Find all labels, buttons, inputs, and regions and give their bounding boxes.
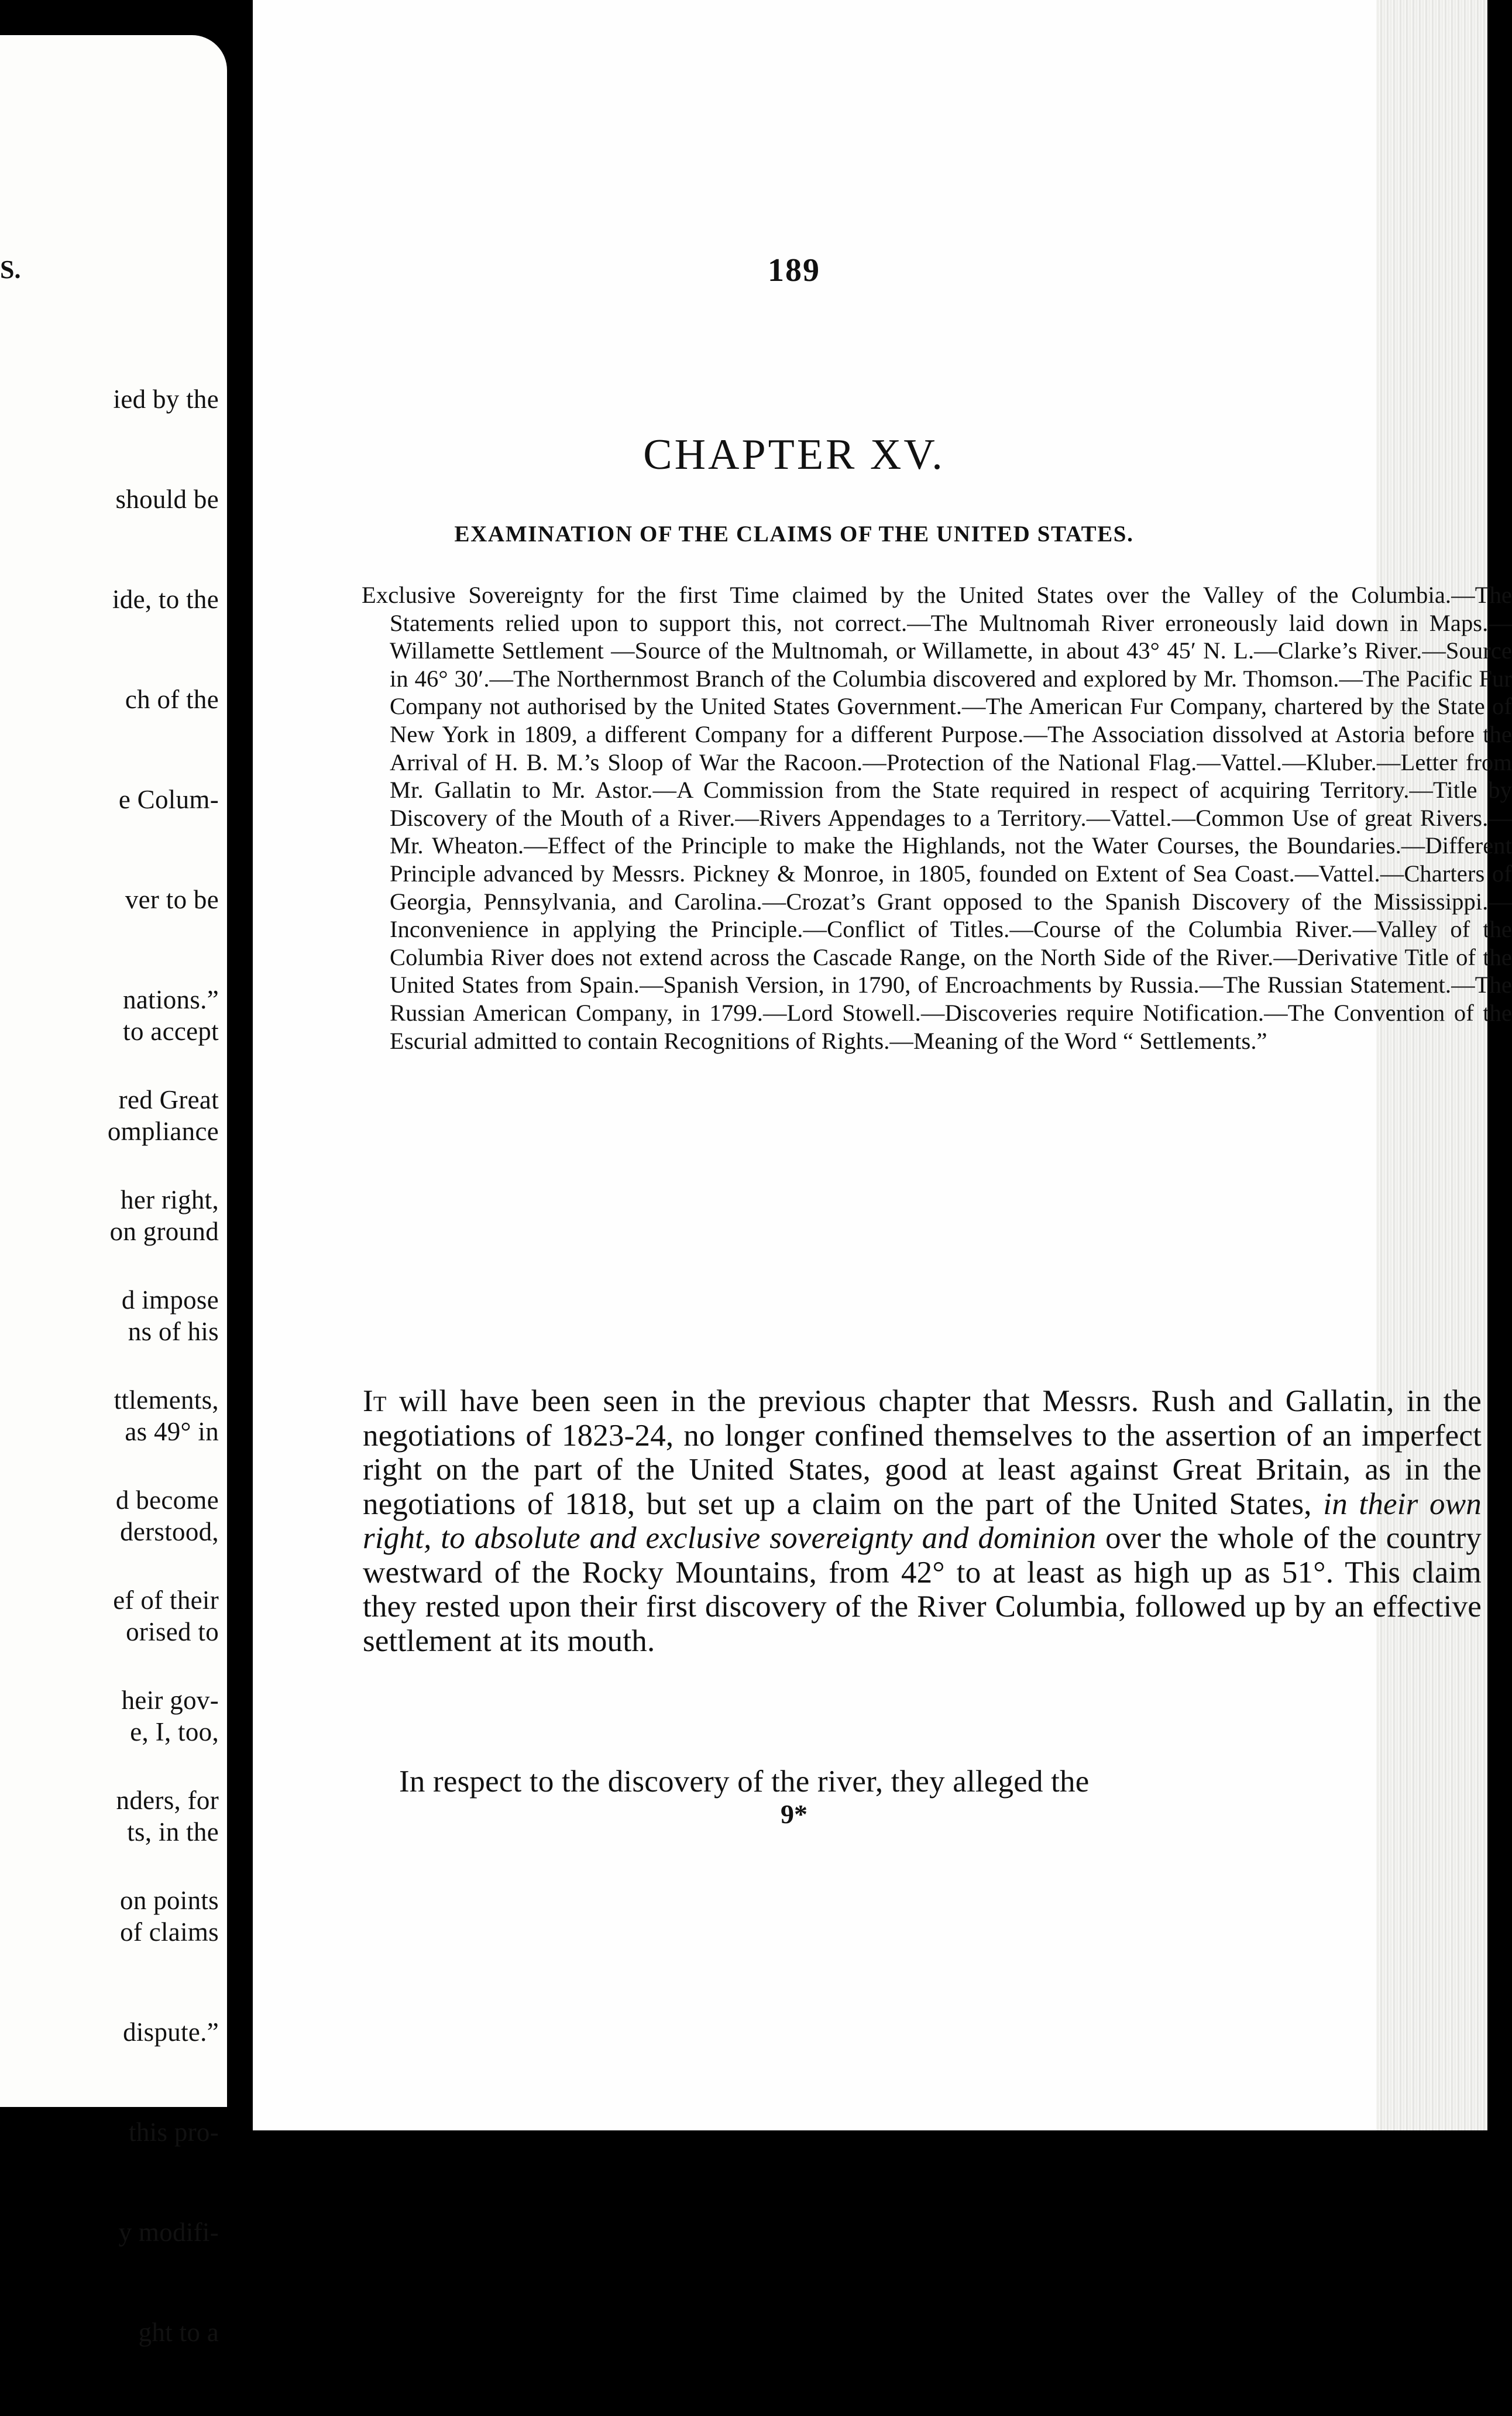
text-line: on ground	[109, 1217, 219, 1246]
text-line: ns of his	[128, 1317, 219, 1346]
paragraph-text: will have been seen in the previous chapter that Messrs. Rush and Gallatin, in the negotiations of 1823-24, no longer confined themselves to the assertion of an imperfect right on the part of the United States, good at least against Great Britain, as in the negotiations of 1818, but set up a claim on the part of the United States,	[363, 1384, 1482, 1521]
text-line: to accept	[123, 1017, 219, 1046]
body-paragraph-1	[363, 1384, 1482, 1658]
chapter-subtitle: EXAMINATION OF THE CLAIMS OF THE UNITED STATES.	[454, 521, 1134, 547]
text-line: this pro-	[129, 2118, 219, 2147]
text-line: red Great	[118, 1085, 219, 1114]
signature-mark: 9*	[781, 1799, 807, 1829]
text-line: e Colum-	[118, 785, 219, 814]
text-line: should be	[115, 485, 219, 514]
text-line: on points	[120, 1886, 219, 1915]
text-line: ght to a	[138, 2318, 219, 2347]
book-gutter	[227, 0, 253, 2130]
text-line: y modifi-	[118, 2218, 219, 2247]
text-line: ef of their	[113, 1586, 219, 1615]
text-line: e, I, too,	[130, 1717, 219, 1746]
text-line: ver to be	[125, 885, 219, 914]
text-line: derstood,	[120, 1517, 219, 1546]
main-page	[253, 0, 1512, 2130]
text-line: d impose	[121, 1285, 219, 1315]
paragraph-text: over the whole of the country westward of the Rocky Mountains, from 42° to at least as high up as 51°. This claim they rested upon their first discovery of the River Columbia, followed up by an effective settlement at its mouth.	[363, 1521, 1482, 1658]
left-page-header-fragment: S.	[0, 255, 21, 284]
chapter-summary: Exclusive Sovereignty for the first Time claimed by the United States over the Valley of the Columbia.—The Statements relied upon to support this, not correct.—The Multnomah River erroneously laid down in Maps.—Willamette Settlement —Source of the Multnomah, or Willamette, in about 43° 45′ N. L.—Clarke’s River.—Source in 46° 30′.—The Northernmost Branch of the Columbia discovered and explored by Mr. Thomson.—The Pacific Fur Company not authorised by the United States Government.—The American Fur Company, chartered by the State of New York in 1809, a different Company for a different Purpose.—The Association dissolved at Astoria before the Arrival of H. B. M.’s Sloop of War the Racoon.—Protection of the National Flag.—Vattel.—Kluber.—Letter from Mr. Gallatin to Mr. Astor.—A Commission from the State required in respect of acquiring Territory.—Title by Discovery of the Mouth of a River.—Rivers Appendages to a Territory.—Vattel.—Common Use of great Rivers.—Mr. Wheaton.—Effect of the Principle to make the Highlands, not the Water Courses, the Boundaries.—Different Principle advanced by Messrs. Pickney & Monroe, in 1805, founded on Extent of Sea Coast.—Vattel.—Charters of Georgia, Pennsylvania, and Carolina.—Crozat’s Grant opposed to the Spanish Discovery of the Mississippi.—Inconvenience in applying the Principle.—Conflict of Titles.—Course of the Columbia River.—Valley of the Columbia River does not extend across the Cascade Range, on the North Side of the River.—Derivative Title of the United States from Spain.—Spanish Version, in 1790, of Encroachments by Russia.—The Russian Statement.—The Russian American Company, in 1799.—Lord Stowell.—Discoveries require Notification.—The Convention of the Escurial admitted to contain Recognitions of Rights.—Meaning of the Word “ Settlements.”	[362, 582, 1512, 1054]
italic-emphasis: in their own right, to absolute and exclusive sovereignty and dominion	[363, 1487, 1482, 1555]
text-line: ttlements,	[114, 1385, 219, 1415]
text-line: ts, in the	[127, 1817, 219, 1847]
text-line: her right,	[121, 1185, 219, 1214]
text-line: heir gov-	[121, 1686, 219, 1715]
text-line: as 49° in	[125, 1417, 219, 1446]
page-edge-texture	[1376, 0, 1487, 2130]
text-line: nders, for	[116, 1786, 219, 1815]
text-line: of claims	[120, 1917, 219, 1947]
body-paragraph-2: In respect to the discovery of the river, they alleged the	[399, 1765, 1090, 1799]
text-line: ompliance	[107, 1117, 219, 1146]
text-line: d become	[115, 1485, 219, 1515]
text-line: ch of the	[125, 685, 219, 714]
text-line: ide, to the	[112, 585, 219, 614]
previous-page-fragment	[0, 35, 227, 2347]
page-number: 189	[768, 252, 820, 289]
text-line: orised to	[126, 1617, 219, 1646]
chapter-title: CHAPTER XV.	[643, 431, 945, 479]
text-line: nations.”	[123, 985, 219, 1014]
left-page-text-block-2	[108, 948, 219, 2416]
text-line: ied by the	[113, 385, 219, 414]
dropcap: It	[363, 1384, 387, 1418]
text-line: dispute.”	[123, 2017, 219, 2047]
